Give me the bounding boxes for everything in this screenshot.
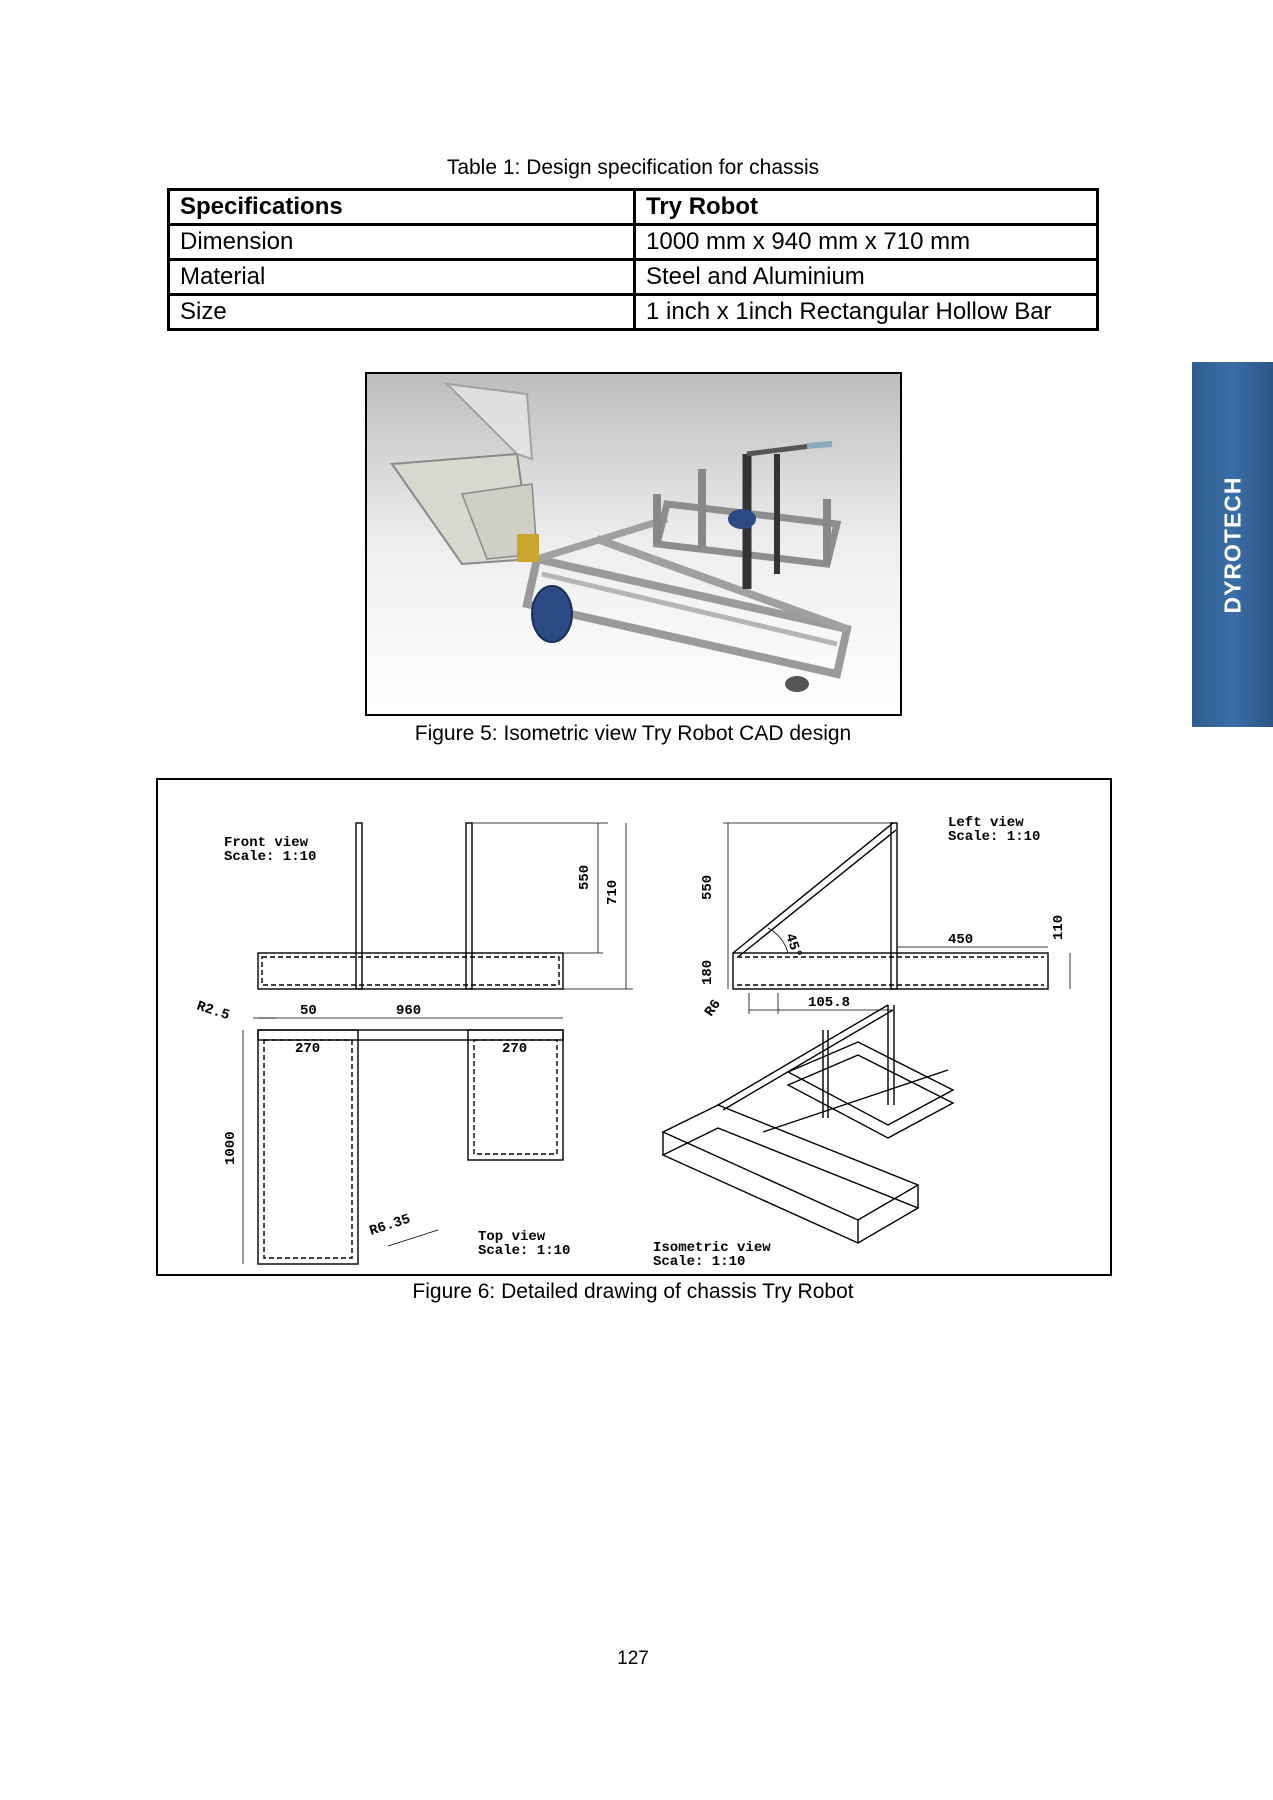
front-view-scale: Scale: 1:10: [224, 849, 317, 865]
table-header-row: [169, 190, 1098, 225]
figure-5-caption: Figure 5: Isometric view Try Robot CAD design: [414, 722, 852, 745]
table-cell: Steel and Aluminium: [635, 260, 1098, 295]
dim-180: 180: [700, 959, 716, 985]
table-cell: Size: [169, 295, 635, 330]
dim-45-deg: 45°: [781, 931, 805, 961]
left-view-drawing: [723, 823, 1070, 1014]
iso-view-scale: Scale: 1:10: [653, 1254, 746, 1270]
page-number: 127: [617, 1648, 649, 1669]
side-tab: [1192, 362, 1273, 727]
dim-960: 960: [396, 1003, 422, 1019]
dim-50: 50: [300, 1003, 317, 1019]
dim-550-left: 550: [700, 874, 716, 900]
isometric-view-drawing: [663, 1005, 953, 1243]
cad-render-illustration: [367, 374, 900, 714]
left-view-scale: Scale: 1:10: [948, 829, 1041, 845]
table-row: [169, 260, 1098, 295]
table-cell: 1 inch x 1inch Rectangular Hollow Bar: [635, 295, 1098, 330]
table-row: [169, 295, 1098, 330]
table-cell: 1000 mm x 940 mm x 710 mm: [635, 225, 1098, 260]
dim-270-right: 270: [502, 1041, 528, 1057]
dim-450: 450: [948, 932, 974, 948]
dim-110: 110: [1051, 914, 1067, 940]
top-view-scale: Scale: 1:10: [478, 1243, 571, 1259]
iso-view-title: Isometric view: [653, 1240, 771, 1256]
spec-table: [167, 188, 1099, 331]
dim-r6-35: R6.35: [367, 1211, 413, 1240]
table-cell: Dimension: [169, 225, 635, 260]
front-view-drawing: [258, 823, 633, 989]
side-tab-label: DYROTECH: [1219, 475, 1245, 614]
table-caption: Table 1: Design specification for chassis: [446, 156, 820, 179]
technical-drawing: [158, 780, 1110, 1274]
dim-105-8: 105.8: [808, 995, 851, 1011]
dim-r6: R6: [701, 996, 725, 1020]
figure-5-cad-render: [365, 372, 902, 716]
figure-6-technical-drawing: [156, 778, 1112, 1276]
front-view-title: Front view: [224, 835, 309, 851]
dim-1000: 1000: [223, 1131, 239, 1165]
dim-r2-5: R2.5: [194, 998, 232, 1025]
dim-270-left: 270: [295, 1041, 321, 1057]
table-cell: Material: [169, 260, 635, 295]
figure-6-caption: Figure 6: Detailed drawing of chassis Try Robot: [412, 1280, 854, 1303]
table-header-cell: Try Robot: [635, 190, 1098, 225]
left-view-title: Left view: [948, 815, 1024, 831]
top-view-title: Top view: [478, 1229, 546, 1245]
table-header-cell: Specifications: [169, 190, 635, 225]
table-row: [169, 225, 1098, 260]
dim-550-front: 550: [577, 864, 593, 890]
dim-710: 710: [605, 879, 621, 905]
